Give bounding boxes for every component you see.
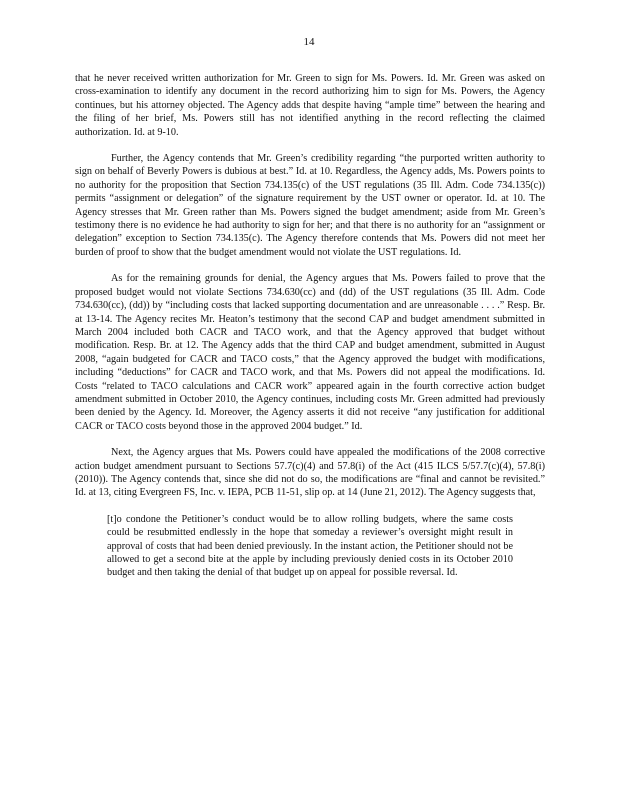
- block-quote: [t]o condone the Petitioner’s conduct would be to allow rolling budgets, where the same costs could be resubmitted endlessly in the hope that someday a reviewer’s oversight might result in approval of costs that had been denied previously. In the instant action, the Petitioner should not be allowed to get a second bite at the apple by including previously denied costs in its October 2010 budget and then taking the denial of that budget up on appeal for possible reversal. Id.: [107, 513, 513, 579]
- document-body: [75, 72, 545, 580]
- paragraph-1: that he never received written authorization for Mr. Green to sign for Ms. Powers. Id. Mr. Green was asked on cross-examination to identify any document in the record authorizing him to sign for Ms. Powers, the Agency continues, but his attorney objected. The Agency adds that despite having “ample time” between the hearing and the filing of her brief, Ms. Powers still has not identified anything in the record reflecting the claimed authorization. Id. at 9-10.: [75, 73, 545, 138]
- paragraph-4: Next, the Agency argues that Ms. Powers could have appealed the modifications of the 2008 corrective action budget amendment pursuant to Sections 57.7(c)(4) and 57.8(i) of the Act (415 ILCS 5/57.7(c)(4), 57.8(i) (2010)). The Agency contends that, since she did not do so, the modifications are “final and cannot be revisited.” Id. at 13, citing Evergreen FS, Inc. v. IEPA, PCB 11-51, slip op. at 14 (June 21, 2012). The Agency suggests that,: [75, 447, 545, 499]
- page-number: 14: [303, 36, 315, 48]
- paragraph-3: As for the remaining grounds for denial, the Agency argues that Ms. Powers failed to prove that the proposed budget would not violate Sections 734.630(cc) and (dd) of the UST regulations (35 Ill. Adm. Code 734.630(cc), (dd)) by “including costs that lacked supporting documentation and are unreasonable . . . .” Resp. Br. at 13-14. The Agency recites Mr. Heaton’s testimony that the second CAP and budget amendment submitted in March 2004 included both CACR and TACO work, and that the Agency approved that budget without modification. Resp. Br. at 12. The Agency adds that the third CAP and budget amendment, submitted in August 2008, “again budgeted for CACR and TACO costs,” that the Agency approved the budget with modifications, including “deductions” for CACR and TACO work, and that Ms. Powers did not appeal the modifications. Id. Costs “related to TACO calculations and CACR work” appeared again in the fourth corrective action budget amendment submitted in October 2010, the Agency continues, including costs Mr. Green admitted had previously been denied by the Agency. Id. Moreover, the Agency asserts it did not receive “any justification for additional CACR or TACO costs beyond those in the approved 2004 budget.” Id.: [75, 273, 545, 432]
- paragraph-2: Further, the Agency contends that Mr. Green’s credibility regarding “the purported written authority to sign on behalf of Beverly Powers is dubious at best.” Id. at 10. Regardless, the Agency adds, Ms. Powers points to no authority for the proposition that Section 734.135(c) of the UST regulations (35 Ill. Adm. Code 734.135(c)) permits “assignment or delegation” of the signature requirement by the UST owner or operator. Id. at 10. The Agency stresses that Mr. Green rather than Ms. Powers signed the budget amendment; aside from Mr. Green’s testimony there is no evidence he had authority to sign for her; and that there is no authority for an “assignment or delegation” exception to Section 734.135(c). The Agency therefore contends that Ms. Powers did not meet her burden of proof to show that the budget amendment would not violate the UST regulations. Id.: [75, 153, 545, 258]
